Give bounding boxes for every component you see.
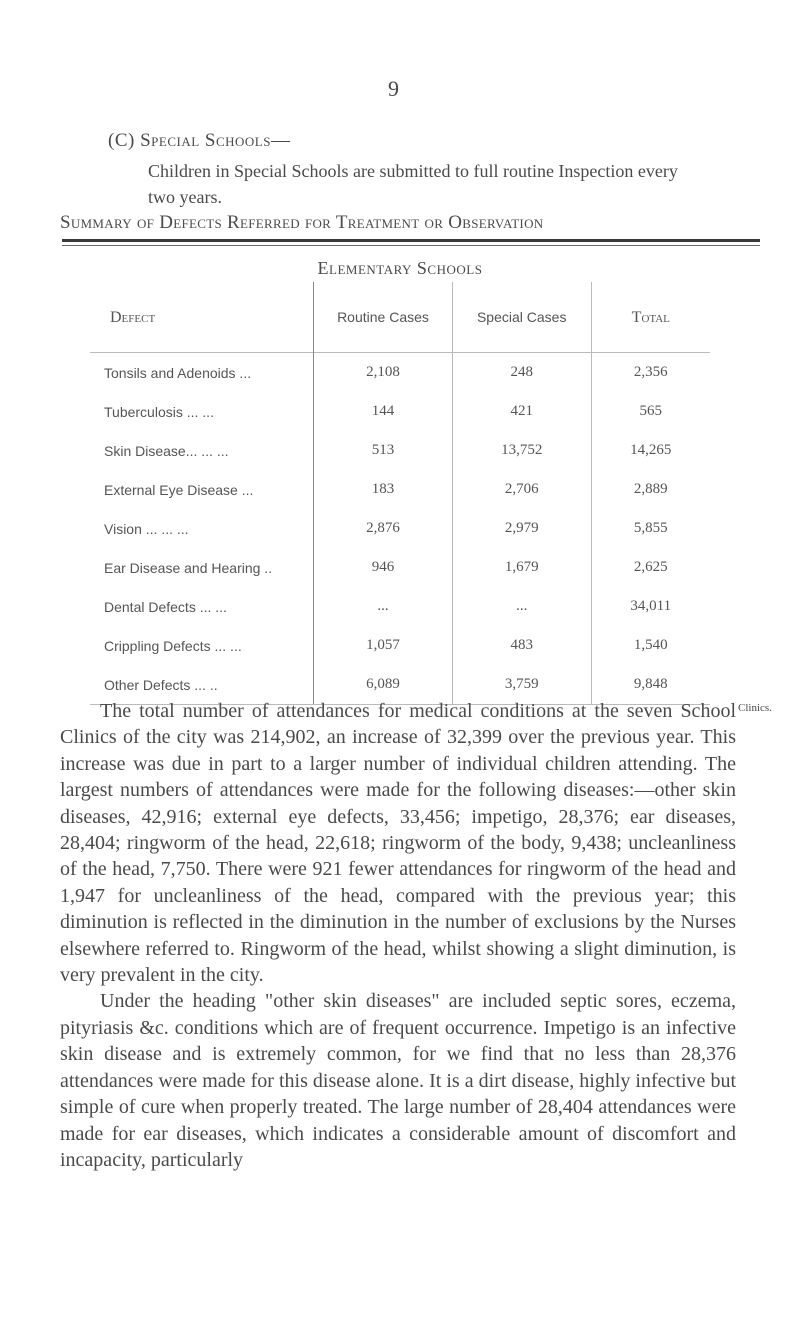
special-value: 483 — [452, 626, 591, 665]
paragraph: The total number of attendances for medical conditions at the seven School Clinics of the city was 214,902, an increase of 32,399 over the previous year. This increase was due in part to a larger number of individual children attending. The largest numbers of attendances were made for the following diseases:—other skin diseases, 42,916; external eye defects, 33,456; impetigo, 28,376; ear diseases, 28,404; ringworm of the head, 22,618; ringworm of the body, 9,438; uncleanliness of the head, 7,750. There were 921 fewer attendances for ringworm of the head and 1,947 for uncleanliness of the head, compared with the previous year; this diminution is reflected in the diminution in the number of exclusions by the Nurses elsewhere referred to. Ringworm of the head, whilst showing a slight diminution, is very prevalent in the city. — [60, 700, 736, 987]
summary-title: Summary of Defects Referred for Treatment or Observation — [60, 212, 544, 233]
body-text — [60, 698, 736, 1173]
table-row — [90, 431, 710, 470]
defect-name: Dental Defects ... ... — [90, 587, 314, 626]
table-row — [90, 626, 710, 665]
defect-name: External Eye Disease ... — [90, 470, 314, 509]
total-value: 2,625 — [633, 559, 668, 575]
routine-value: 144 — [314, 392, 453, 431]
special-value: 2,706 — [452, 470, 591, 509]
defect-name: Other Defects ... .. — [90, 665, 314, 705]
total-value: 9,848 — [591, 665, 710, 705]
defects-table — [90, 282, 710, 705]
table-header-row — [90, 282, 710, 353]
special-value: ... — [452, 587, 591, 626]
defect-name: Ear Disease and Hearing .. — [90, 548, 314, 587]
table-row — [90, 392, 710, 431]
table-row — [90, 353, 710, 393]
table-row — [90, 470, 710, 509]
defect-name: Vision ... ... ... — [90, 509, 314, 548]
defect-name: Tonsils and Adenoids ... — [90, 353, 314, 393]
special-value: 3,759 — [452, 665, 591, 705]
total-value: 1,540 — [633, 637, 668, 653]
header-routine-cases: Routine Cases — [314, 282, 453, 353]
defect-name: Skin Disease... ... ... — [90, 431, 314, 470]
table-row — [90, 509, 710, 548]
title-rule-thick — [62, 239, 760, 242]
special-value: 2,979 — [452, 509, 591, 548]
routine-value: 6,089 — [314, 665, 453, 705]
total-value: 14,265 — [630, 442, 672, 458]
page-number: 9 — [388, 76, 399, 101]
defect-name: Crippling Defects ... ... — [90, 626, 314, 665]
table-row — [90, 587, 710, 626]
total-value: 565 — [639, 403, 663, 419]
paragraph: Under the heading "other skin diseases" are included septic sores, eczema, pityriasis &c. conditions which are of frequent occurrence. Impetigo is an infective skin disease and is extremely common, for we find that no less than 28,376 attendances were made for this disease alone. It is a dirt disease, highly infective but simple of cure when properly treated. The large number of 28,404 attendances were made for ear diseases, which indicates a considerable amount of discomfort and incapacity, particularly — [60, 990, 736, 1171]
routine-value: 1,057 — [314, 626, 453, 665]
routine-value: 183 — [314, 470, 453, 509]
section-text: Children in Special Schools are submitted to full routine Inspection every two years. — [148, 161, 678, 207]
routine-value: 2,876 — [314, 509, 453, 548]
routine-value: 513 — [314, 431, 453, 470]
special-value: 1,679 — [452, 548, 591, 587]
routine-value: 2,108 — [314, 353, 453, 393]
table-row — [90, 548, 710, 587]
total-value: 34,011 — [630, 598, 672, 614]
special-value: 13,752 — [452, 431, 591, 470]
summary-subtitle: Elementary Schools — [317, 258, 483, 278]
special-value: 421 — [452, 392, 591, 431]
routine-value: 946 — [314, 548, 453, 587]
title-rule-thin — [62, 245, 760, 246]
header-defect: Defect — [90, 282, 314, 353]
special-value: 248 — [452, 353, 591, 393]
header-total: Total — [631, 308, 670, 326]
defect-name: Tuberculosis ... ... — [90, 392, 314, 431]
total-value: 5,855 — [633, 520, 668, 536]
total-value: 2,889 — [633, 481, 668, 497]
routine-value: ... — [314, 587, 453, 626]
margin-note: Clinics. — [738, 702, 772, 714]
total-value: 2,356 — [633, 364, 668, 380]
header-special-cases: Special Cases — [452, 282, 591, 353]
section-heading: (C) Special Schools— — [108, 130, 291, 151]
